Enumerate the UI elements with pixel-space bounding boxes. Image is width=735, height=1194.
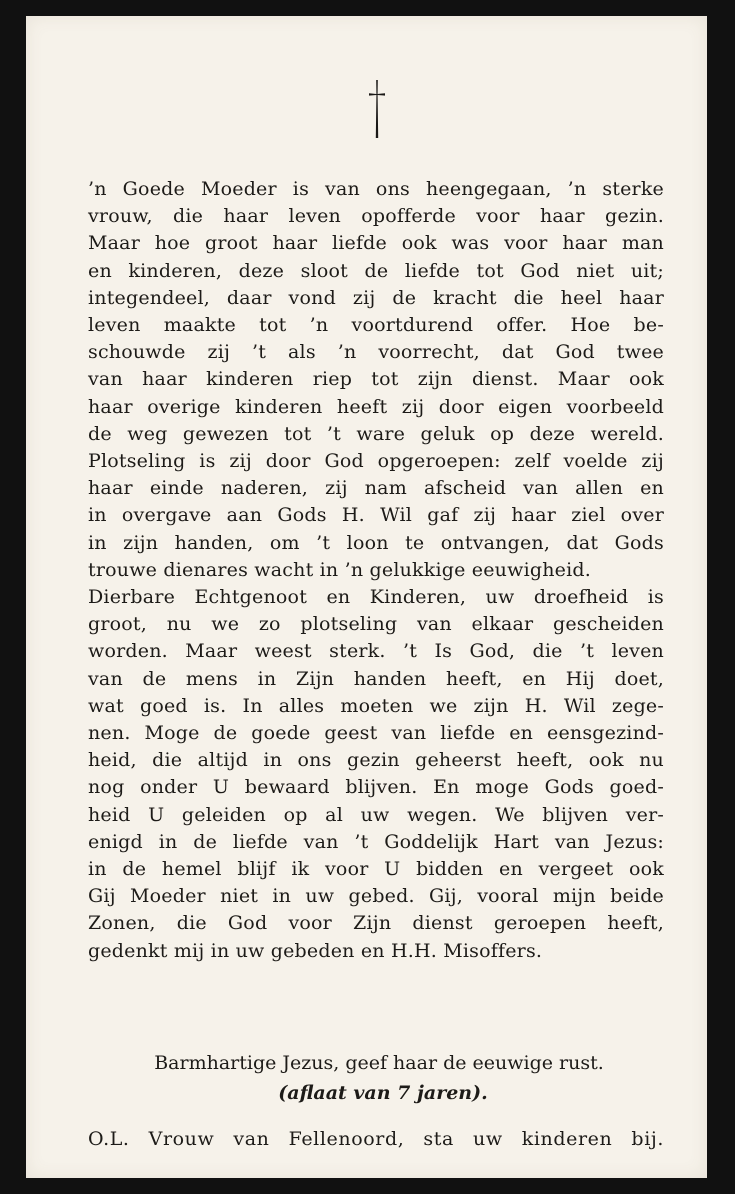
text-line: haar overige kinderen heeft zij door eigen voorbeeld (88, 395, 664, 418)
text-line: gedenkt mij in uw gebeden en H.H. Misoffers. (88, 939, 543, 962)
text-line: Gij Moeder niet in uw gebed. Gij, vooral mijn beide (88, 885, 664, 908)
text-line: in de hemel blijf ik voor U bidden en vergeet ook (88, 858, 664, 881)
text-line: heid, die altijd in ons gezin geheerst heeft, ook nu (88, 749, 664, 772)
text-line: groot, nu we zo plotseling van elkaar gescheiden (88, 613, 664, 636)
text-line: van haar kinderen riep tot zijn dienst. Maar ook (88, 368, 664, 391)
memorial-card (26, 16, 707, 1178)
prayer-jesus: Barmhartige Jezus, geef haar de eeuwige rust. (154, 1052, 604, 1074)
text-line: Plotseling is zij door God opgeroepen: zelf voelde zij (88, 450, 664, 473)
text-line: schouwde zij ’t als ’n voorrecht, dat God twee (88, 341, 664, 364)
text-line: Dierbare Echtgenoot en Kinderen, uw droefheid is (88, 586, 664, 609)
text-line: nen. Moge de goede geest van liefde en eensgezind- (88, 722, 664, 745)
text-line: in zijn handen, om ’t loon te ontvangen, dat Gods (88, 531, 664, 554)
text-line: in overgave aan Gods H. Wil gaf zij haar ziel over (88, 504, 664, 527)
text-line: Zonen, die God voor Zijn dienst geroepen heeft, (88, 912, 664, 935)
text-line: van de mens in Zijn handen heeft, en Hij doet, (88, 667, 664, 690)
text-line: nog onder U bewaard blijven. En moge Gods goed- (88, 776, 664, 799)
text-line: de weg gewezen tot ’t ware geluk op deze wereld. (88, 422, 664, 445)
latin-cross-icon (366, 78, 388, 142)
text-line: worden. Maar weest sterk. ’t Is God, die ’t leven (88, 640, 664, 663)
prayer-our-lady: O.L. Vrouw van Fellenoord, sta uw kinderen bij. (88, 1128, 664, 1150)
text-line: haar einde naderen, zij nam afscheid van allen en (88, 477, 664, 500)
text-line: integendeel, daar vond zij de kracht die heel haar (88, 286, 664, 309)
text-line: enigd in de liefde van ’t Goddelijk Hart van Jezus: (88, 830, 664, 853)
text-line: trouwe dienares wacht in ’n gelukkige eeuwigheid. (88, 558, 591, 581)
indulgence-note: (aflaat van 7 jaren). (278, 1082, 488, 1104)
memorial-text (88, 176, 664, 965)
text-line: leven maakte tot ’n voortdurend offer. Hoe be- (88, 314, 664, 337)
text-line: heid U geleiden op al uw wegen. We blijven ver- (88, 803, 664, 826)
text-line: vrouw, die haar leven opofferde voor haar gezin. (88, 205, 664, 228)
text-line: Maar hoe groot haar liefde ook was voor haar man (88, 232, 664, 255)
text-line: wat goed is. In alles moeten we zijn H. Wil zege- (88, 694, 664, 717)
text-line: en kinderen, deze sloot de liefde tot God niet uit; (88, 259, 664, 282)
text-line: ’n Goede Moeder is van ons heengegaan, ’n sterke (88, 178, 664, 200)
